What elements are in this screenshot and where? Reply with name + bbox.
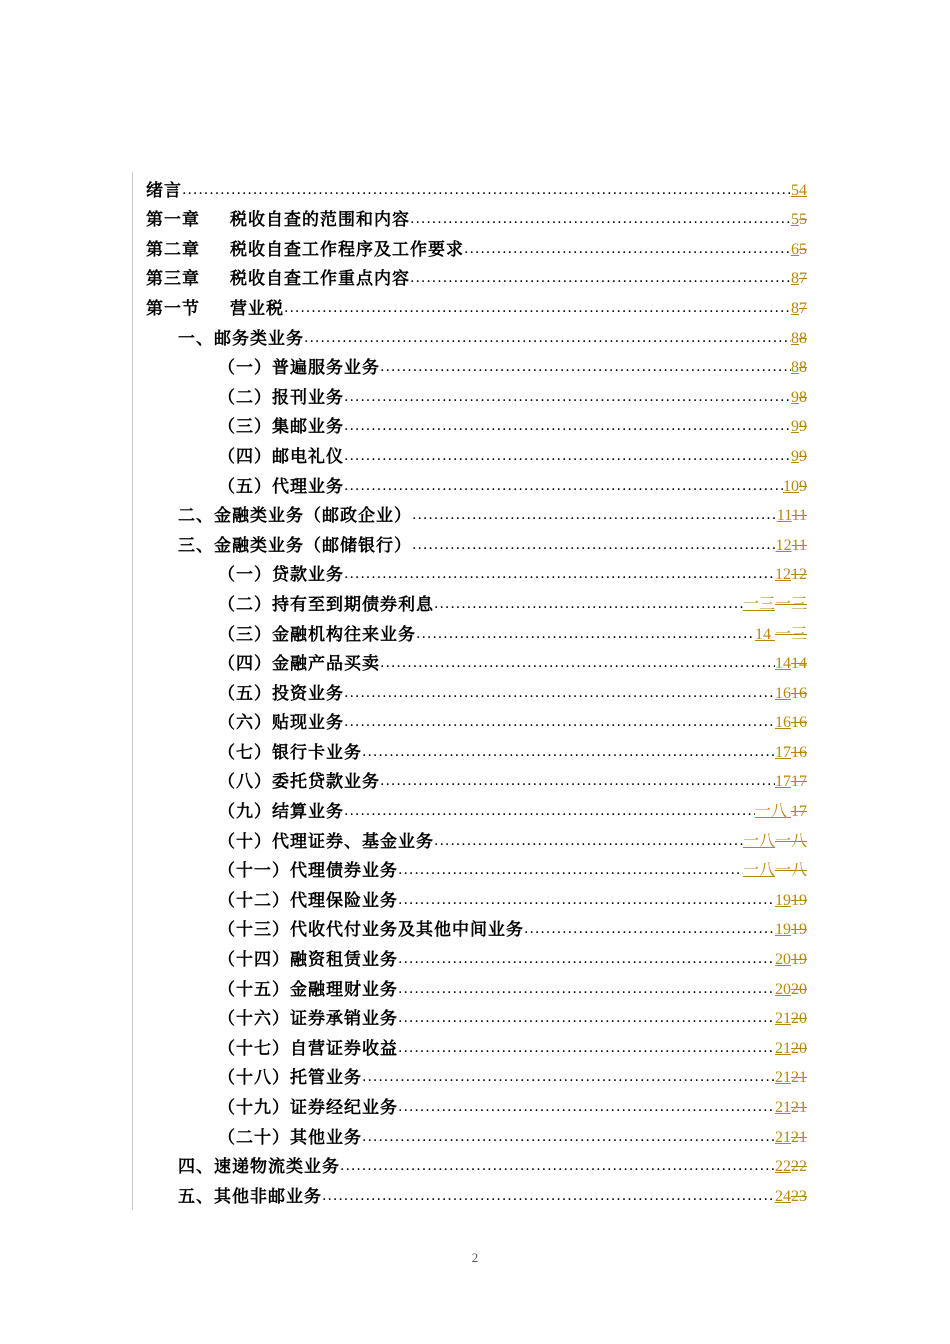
toc-page-number[interactable] [775, 1097, 807, 1119]
toc-entry-title [218, 357, 380, 379]
page-number-deleted: 5 [799, 240, 807, 258]
page-number-inserted: 12 [775, 566, 791, 584]
toc-page-number[interactable] [743, 831, 807, 853]
page-number-inserted: 一八 [742, 832, 775, 850]
page-number-deleted: 16 [791, 743, 807, 761]
toc-entry-label: 税收自查工作程序及工作要求 [230, 239, 464, 260]
page-number: 2 [471, 1250, 479, 1265]
page-number-deleted: 一八 [774, 862, 807, 880]
toc-entry[interactable] [146, 793, 807, 823]
toc-entry[interactable] [146, 379, 807, 409]
toc-entry-title [218, 1127, 362, 1149]
toc-entry-title [218, 831, 434, 853]
page-number-inserted: 5 [791, 211, 799, 229]
page-number-inserted: 一八 [742, 862, 775, 880]
toc-page-number[interactable] [775, 564, 807, 586]
toc-entry-title [218, 446, 344, 468]
toc-page-number[interactable] [791, 446, 807, 468]
toc-page-number[interactable] [743, 860, 807, 882]
toc-entry-title [218, 594, 434, 616]
page-number-deleted: 21 [791, 1099, 807, 1116]
toc-dot-leader [344, 802, 755, 820]
page-number-deleted: 5 [799, 211, 807, 229]
toc-entry-title [178, 1186, 322, 1208]
page-number-deleted: 16 [791, 714, 807, 732]
toc-entry-title [178, 1156, 340, 1178]
toc-dot-leader [182, 181, 791, 199]
toc-page-number[interactable] [775, 771, 807, 793]
page-number-inserted: 9 [791, 447, 799, 465]
toc-dot-leader [434, 595, 743, 613]
toc-entry-title [146, 268, 410, 290]
page-number-inserted: 21 [775, 1010, 791, 1028]
toc-dot-leader [362, 743, 775, 761]
toc-entry-title [218, 564, 344, 586]
toc-dot-leader [398, 1039, 775, 1057]
toc-page-number[interactable] [791, 239, 807, 261]
page-number-deleted: 19 [791, 891, 807, 909]
toc-entry-title [218, 742, 362, 764]
toc-entry-title [146, 239, 464, 261]
page-number-inserted: 21 [775, 1099, 791, 1116]
page-number-inserted: 21 [775, 1039, 791, 1057]
toc-entry-label: （十八）托管业务 [218, 1068, 362, 1089]
toc-entry-label: （四）金融产品买卖 [218, 654, 380, 675]
toc-entry[interactable] [146, 261, 807, 291]
toc-entry-label: （六）贴现业务 [218, 713, 344, 734]
toc-entry-title [218, 476, 344, 498]
toc-entry-label: （一）贷款业务 [218, 565, 344, 586]
toc-entry[interactable] [146, 971, 807, 1001]
page-number-deleted: 20 [791, 980, 807, 998]
toc-dot-leader [398, 980, 775, 998]
page-number-deleted: 7 [799, 299, 807, 317]
toc-page-number[interactable] [791, 416, 807, 438]
toc-entry-label: 一、邮务类业务 [178, 328, 304, 349]
toc-entry-label: （四）邮电礼仪 [218, 446, 344, 467]
toc-dot-leader [398, 1009, 775, 1027]
toc-entry[interactable] [146, 764, 807, 794]
toc-entry[interactable] [146, 1089, 807, 1119]
toc-dot-leader [434, 832, 743, 850]
toc-entry[interactable] [146, 646, 807, 676]
toc-entry-label: （二）持有至到期债券利息 [218, 594, 434, 615]
toc-page-number[interactable] [777, 505, 807, 527]
toc-entry[interactable] [146, 882, 807, 912]
page-number-deleted: 8 [799, 359, 807, 377]
toc-dot-leader [362, 1068, 775, 1086]
toc-entry[interactable] [146, 468, 807, 498]
toc-entry-label: （十三）代收代付业务及其他中间业务 [218, 920, 524, 941]
page-number-deleted: 19 [791, 951, 807, 969]
toc-entry-title [178, 505, 412, 527]
toc-entry[interactable] [146, 1001, 807, 1031]
toc-entry[interactable] [146, 320, 807, 350]
page-number-deleted: 14 [791, 655, 807, 673]
toc-entry-title [146, 209, 410, 231]
toc-dot-leader [398, 950, 775, 968]
toc-entry-label: （十五）金融理财业务 [218, 979, 398, 1000]
page-number-inserted: 21 [775, 1069, 791, 1087]
toc-entry-title [218, 979, 398, 1001]
toc-entry[interactable] [146, 1119, 807, 1149]
page-number-inserted: 21 [775, 1128, 791, 1146]
toc-page-number[interactable] [791, 209, 807, 231]
page-number-inserted: 17 [775, 773, 791, 791]
toc-entry-label: （十七）自营证券收益 [218, 1038, 398, 1059]
toc-entry-title [218, 1038, 398, 1060]
page-number-inserted: 19 [775, 891, 791, 909]
toc-dot-leader [410, 210, 791, 228]
toc-dot-leader [344, 684, 775, 702]
toc-entry[interactable] [146, 202, 807, 232]
toc-entry-chapter: 第一节 [146, 298, 200, 319]
page-number-inserted: 11 [776, 507, 792, 525]
page-number-inserted: 6 [791, 240, 799, 258]
toc-entry-label: （一）普遍服务业务 [218, 358, 380, 379]
page-number-inserted: 8 [791, 329, 799, 347]
toc-page-number[interactable] [755, 624, 807, 646]
toc-dot-leader [398, 1098, 775, 1116]
page-number-inserted: 14 [775, 655, 791, 673]
toc-entry[interactable] [146, 675, 807, 705]
toc-page-number[interactable] [775, 742, 807, 764]
toc-dot-leader [344, 388, 791, 406]
toc-entry-title [218, 624, 416, 646]
page-number-deleted: 17 [791, 803, 807, 821]
toc-entry-label: （十）代理证券、基金业务 [218, 831, 434, 852]
toc-entry-label: （十四）融资租赁业务 [218, 950, 398, 971]
toc-entry[interactable] [146, 705, 807, 735]
toc-entry-label: 二、金融类业务（邮政企业） [178, 506, 412, 527]
page-number-deleted: 19 [791, 921, 807, 939]
toc-page-number[interactable] [791, 387, 807, 409]
toc-dot-leader [344, 565, 775, 583]
toc-page-number[interactable] [791, 180, 807, 202]
toc-entry[interactable] [146, 527, 807, 557]
toc-page-number[interactable] [775, 949, 807, 971]
toc-dot-leader [524, 920, 775, 938]
toc-dot-leader [344, 447, 791, 465]
toc-entry-label: （九）结算业务 [218, 802, 344, 823]
toc-page-number[interactable] [775, 1038, 807, 1060]
toc-dot-leader [362, 1128, 775, 1146]
toc-entry-title [178, 328, 304, 350]
toc-dot-leader [380, 772, 775, 790]
toc-page-number[interactable] [743, 594, 807, 616]
page-number-deleted: 一三 [774, 625, 807, 643]
toc-entry[interactable] [146, 498, 807, 528]
page-number-deleted: 22 [791, 1158, 807, 1176]
toc-entry[interactable] [146, 941, 807, 971]
toc-page-number[interactable] [775, 979, 807, 1001]
page-number-inserted: 16 [775, 684, 791, 702]
toc-entry[interactable] [146, 409, 807, 439]
toc-page-number[interactable] [791, 268, 807, 290]
toc-entry-title [218, 1067, 362, 1089]
toc-page-number[interactable] [775, 890, 807, 912]
page-number-deleted: 17 [791, 773, 807, 791]
toc-page-number[interactable] [775, 1127, 807, 1149]
toc-entry-title [218, 860, 398, 882]
toc-dot-leader [304, 329, 791, 347]
toc-entry-label: （三）金融机构往来业务 [218, 624, 416, 645]
page-number-inserted: 一八 [754, 803, 791, 821]
toc-entry[interactable] [146, 853, 807, 883]
page-number-deleted: 11 [791, 536, 807, 554]
toc-entry-title [178, 535, 412, 557]
toc-entry-title [218, 416, 344, 438]
toc-dot-leader [410, 269, 791, 287]
toc-dot-leader [284, 299, 791, 317]
toc-entry[interactable] [146, 290, 807, 320]
toc-dot-leader [380, 654, 775, 672]
page-number-deleted: 20 [791, 1010, 807, 1028]
toc-entry-label: 五、其他非邮业务 [178, 1186, 322, 1207]
toc-page-number[interactable] [791, 328, 807, 350]
toc-entry-title [218, 1008, 398, 1030]
page-number-deleted: 一三 [774, 595, 807, 613]
page-number-inserted: 8 [791, 359, 799, 377]
page-number-deleted: 8 [799, 329, 807, 347]
toc-entry[interactable] [146, 616, 807, 646]
toc-entry-title [218, 683, 344, 705]
toc-entry-label: （二十）其他业务 [218, 1127, 362, 1148]
page-number-deleted: 21 [791, 1069, 807, 1087]
toc-entry-label: （五）代理业务 [218, 476, 344, 497]
page-number-deleted: 21 [791, 1128, 807, 1146]
margin-line [132, 172, 133, 1210]
toc-dot-leader [344, 417, 791, 435]
toc-dot-leader [412, 536, 776, 554]
toc-entry-label: （三）集邮业务 [218, 417, 344, 438]
toc-dot-leader [344, 713, 775, 731]
toc-page-number[interactable] [775, 712, 807, 734]
toc-entry-title [218, 712, 344, 734]
page-number-deleted: 一八 [774, 832, 807, 850]
toc-entry[interactable] [146, 1178, 807, 1208]
toc-dot-leader [380, 358, 791, 376]
toc-page-number[interactable] [791, 357, 807, 379]
toc-page-number[interactable] [775, 683, 807, 705]
toc-page-number[interactable] [775, 653, 807, 675]
toc-dot-leader [464, 240, 791, 258]
toc-entry[interactable] [146, 823, 807, 853]
toc-entry-title [218, 890, 398, 912]
toc-entry-title [218, 801, 344, 823]
page-number-deleted: 12 [791, 566, 807, 584]
toc-dot-leader [344, 477, 783, 495]
page-number-inserted: 16 [775, 714, 791, 732]
toc-dot-leader [398, 891, 775, 909]
toc-dot-leader [322, 1187, 775, 1205]
toc-page-number[interactable] [755, 801, 807, 823]
toc-entry-title [218, 949, 398, 971]
table-of-contents [146, 172, 807, 1208]
toc-page-number[interactable] [775, 1067, 807, 1089]
page-number-inserted: 20 [775, 980, 791, 998]
page-number-deleted: 9 [799, 447, 807, 465]
toc-page-number[interactable] [791, 298, 807, 320]
toc-entry[interactable] [146, 586, 807, 616]
toc-entry-label: （十九）证券经纪业务 [218, 1098, 398, 1118]
page-number-inserted: 9 [791, 418, 799, 436]
toc-entry-label: （十二）代理保险业务 [218, 890, 398, 911]
page-number-inserted: 19 [775, 921, 791, 939]
toc-entry[interactable] [146, 1030, 807, 1060]
toc-entry-title [218, 653, 380, 675]
page-number-deleted: 8 [799, 388, 807, 406]
toc-entry-label: （二）报刊业务 [218, 387, 344, 408]
toc-page-number[interactable] [775, 1156, 807, 1178]
toc-entry-label: （七）银行卡业务 [218, 742, 362, 763]
toc-entry-title [218, 1097, 398, 1119]
toc-entry-label: （十六）证券承销业务 [218, 1009, 398, 1030]
page-number-inserted: 14 [754, 625, 775, 643]
toc-entry-chapter: 第一章 [146, 210, 200, 231]
page-number-deleted: 7 [799, 270, 807, 288]
toc-entry-chapter: 绪言 [146, 180, 182, 201]
toc-entry-title [218, 771, 380, 793]
toc-entry-chapter: 第三章 [146, 269, 200, 290]
toc-entry[interactable] [146, 734, 807, 764]
page-number-inserted: 8 [791, 299, 799, 317]
page-number-deleted: 9 [799, 477, 807, 495]
page-number-inserted: 22 [775, 1158, 791, 1176]
toc-entry-label: 三、金融类业务（邮储银行） [178, 535, 412, 556]
toc-dot-leader [398, 861, 743, 879]
toc-entry-title [146, 298, 284, 320]
toc-entry[interactable] [146, 350, 807, 380]
toc-dot-leader [340, 1157, 775, 1175]
toc-entry[interactable] [146, 912, 807, 942]
toc-entry[interactable] [146, 231, 807, 261]
toc-entry-label: 四、速递物流类业务 [178, 1157, 340, 1178]
toc-entry-label: 税收自查工作重点内容 [230, 269, 410, 290]
toc-entry[interactable] [146, 1149, 807, 1179]
toc-page-number[interactable] [775, 919, 807, 941]
toc-dot-leader [416, 625, 755, 643]
page-number-deleted: 23 [791, 1187, 807, 1205]
page-number-inserted: 20 [775, 951, 791, 969]
page-number-inserted: 17 [775, 743, 791, 761]
toc-entry-title [218, 919, 524, 941]
toc-page-number[interactable] [775, 1008, 807, 1030]
page-number-inserted: 24 [775, 1187, 791, 1205]
toc-entry-title [146, 180, 182, 202]
page-number-inserted: 一三 [742, 595, 775, 613]
page-number-inserted: 9 [791, 388, 799, 406]
page-number-inserted: 10 [783, 477, 799, 495]
toc-dot-leader [412, 506, 777, 524]
toc-entry-label: 营业税 [230, 298, 284, 319]
toc-entry[interactable] [146, 557, 807, 587]
page-number-deleted: 16 [791, 684, 807, 702]
toc-entry-label: （十一）代理债券业务 [218, 861, 398, 882]
page-number-inserted: 54 [791, 181, 807, 199]
page-number-deleted: 20 [791, 1039, 807, 1057]
toc-page-number[interactable] [776, 535, 807, 557]
page-number-inserted: 8 [791, 270, 799, 288]
toc-entry-chapter: 第二章 [146, 239, 200, 260]
page-number-deleted: 11 [791, 507, 807, 525]
toc-entry[interactable] [146, 172, 807, 202]
toc-entry[interactable] [146, 1060, 807, 1090]
toc-page-number[interactable] [775, 1186, 807, 1208]
toc-entry[interactable] [146, 438, 807, 468]
page-number-inserted: 12 [775, 536, 792, 554]
toc-entry-label: （八）委托贷款业务 [218, 772, 380, 793]
toc-entry-label: 税收自查的范围和内容 [230, 210, 410, 231]
page-number-deleted: 9 [799, 418, 807, 436]
toc-page-number[interactable] [783, 476, 807, 498]
toc-entry-label: （五）投资业务 [218, 683, 344, 704]
toc-entry-title [218, 387, 344, 409]
